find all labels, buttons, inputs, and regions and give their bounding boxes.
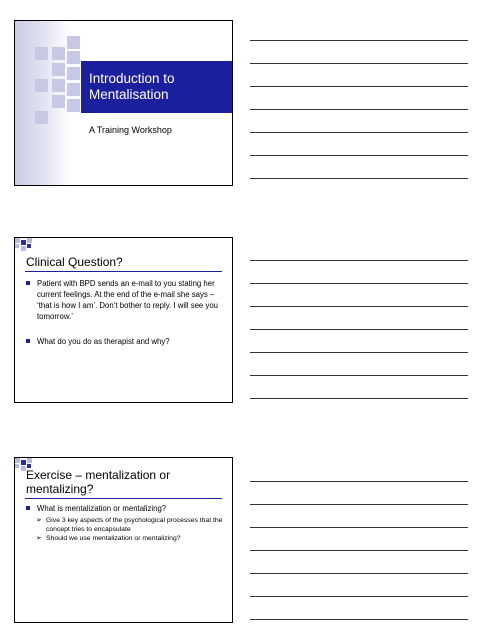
slide-title: Clinical Question? [26, 255, 123, 269]
title-rule [25, 498, 222, 499]
slide-subtitle: A Training Workshop [89, 125, 172, 135]
slide-title: Introduction to Mentalisation [89, 71, 175, 102]
title-rule [25, 271, 222, 272]
decor-square [67, 36, 80, 49]
square-bullet-icon [26, 506, 30, 510]
note-line [250, 260, 468, 261]
decor-square [67, 51, 80, 64]
arrow-bullet-icon: ➢ [36, 535, 42, 542]
note-line [250, 375, 468, 376]
note-line [250, 619, 468, 620]
note-line [250, 596, 468, 597]
bullet-item: What do you do as therapist and why? [26, 336, 226, 347]
note-line [250, 283, 468, 284]
bullet-item: Patient with BPD sends an e-mail to you stating her current feelings. At the end of the e-mail she says – ‘that is how I am’. Don’t bother to reply. I will see you tomorrow.’ [26, 278, 226, 322]
note-line [250, 86, 468, 87]
sub-bullet-item: ➢ Give 3 key aspects of the psychological processes that the concept tries to encapsulate [36, 517, 223, 533]
decor-square [52, 79, 65, 92]
decor-square [52, 95, 65, 108]
square-bullet-icon [26, 281, 30, 285]
decor-square [35, 79, 48, 92]
decor-square [52, 47, 65, 60]
note-line [250, 63, 468, 64]
decor-square [67, 67, 80, 80]
note-line [250, 155, 468, 156]
bullet-item: What is mentalization or mentalizing? [26, 503, 226, 514]
arrow-bullet-icon: ➢ [36, 517, 42, 524]
slide-2 [14, 237, 233, 403]
slide-title: Exercise – mentalization or mentalizing? [26, 468, 171, 496]
note-line [250, 40, 468, 41]
decor-square [52, 63, 65, 76]
note-line [250, 178, 468, 179]
decor-square [67, 99, 80, 112]
note-line [250, 481, 468, 482]
square-bullet-icon [26, 339, 30, 343]
sub-bullet-item: ➢ Should we use mentalization or mentalizing? [36, 535, 181, 542]
note-line [250, 329, 468, 330]
note-line [250, 550, 468, 551]
decor-square [35, 47, 48, 60]
note-line [250, 306, 468, 307]
note-line [250, 527, 468, 528]
note-line [250, 132, 468, 133]
decor-square [67, 83, 80, 96]
note-line [250, 109, 468, 110]
slide-3 [14, 457, 233, 623]
note-line [250, 398, 468, 399]
slide-1 [14, 20, 233, 186]
note-line [250, 352, 468, 353]
note-line [250, 573, 468, 574]
note-line [250, 504, 468, 505]
decor-square [35, 111, 48, 124]
